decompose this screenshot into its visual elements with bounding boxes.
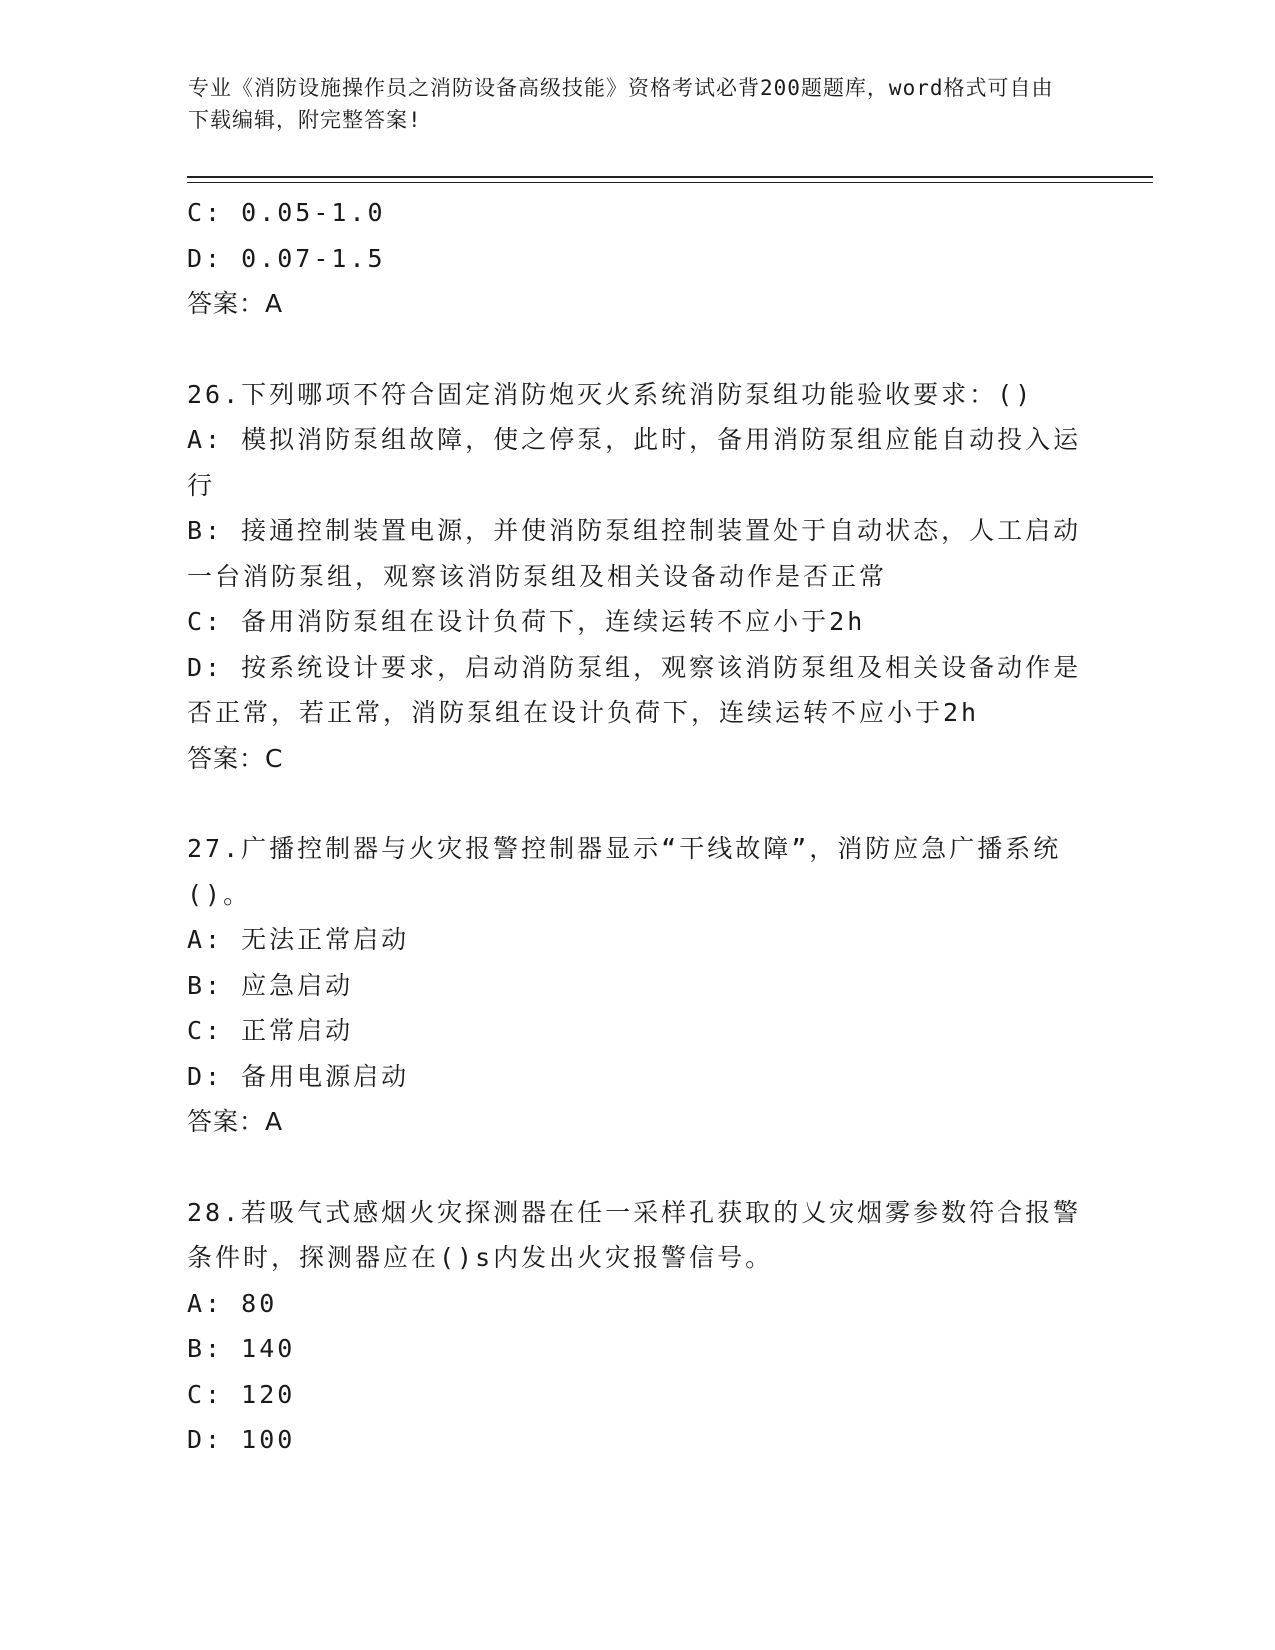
option-line: A: 无法正常启动 xyxy=(187,925,410,954)
answer-line: 答案：A xyxy=(187,289,284,318)
question-27 xyxy=(187,826,1087,1145)
question-stem: 28.若吸气式感烟火灾探测器在任一采样孔获取的乂灾烟雾参数符合报警条件时，探测器应在()s内发出火灾报警信号。 xyxy=(187,1197,1082,1272)
option-line: B: 接通控制装置电源，并使消防泵组控制装置处于自动状态，人工启动一台消防泵组，观察该消防泵组及相关设备动作是否正常 xyxy=(187,516,1082,591)
option-line: C: 备用消防泵组在设计负荷下，连续运转不应小于2h xyxy=(187,607,866,636)
header-rule xyxy=(187,176,1153,178)
option-line: D: 按系统设计要求，启动消防泵组，观察该消防泵组及相关设备动作是否正常，若正常，消防泵组在设计负荷下，连续运转不应小于2h xyxy=(187,652,1082,727)
continued-question xyxy=(187,190,1087,327)
question-stem: 27.广播控制器与火灾报警控制器显示“干线故障”，消防应急广播系统()。 xyxy=(187,834,1062,909)
option-line: D: 0.07-1.5 xyxy=(187,243,386,273)
question-26 xyxy=(187,372,1087,782)
option-line: A: 80 xyxy=(187,1288,278,1318)
page-header: 专业《消防设施操作员之消防设备高级技能》资格考试必背200题题库，word格式可自由下载编辑，附完整答案! xyxy=(188,76,1054,132)
option-line: B: 140 xyxy=(187,1334,296,1363)
header-rule-thin xyxy=(187,182,1153,183)
question-stem: 26.下列哪项不符合固定消防炮灭火系统消防泵组功能验收要求：() xyxy=(187,379,1034,409)
answer-line: 答案：C xyxy=(187,743,284,773)
option-line: B: 应急启动 xyxy=(187,970,354,1000)
option-line: C: 120 xyxy=(187,1379,296,1409)
option-line: D: 100 xyxy=(187,1425,296,1454)
option-line: C: 正常启动 xyxy=(187,1016,354,1045)
answer-line: 答案：A xyxy=(187,1107,284,1136)
option-line: C: 0.05-1.0 xyxy=(187,198,386,227)
option-line: A: 模拟消防泵组故障，使之停泵，此时，备用消防泵组应能自动投入运行 xyxy=(187,425,1082,500)
question-28 xyxy=(187,1190,1087,1463)
document-body xyxy=(187,190,1087,1463)
option-line: D: 备用电源启动 xyxy=(187,1061,410,1091)
